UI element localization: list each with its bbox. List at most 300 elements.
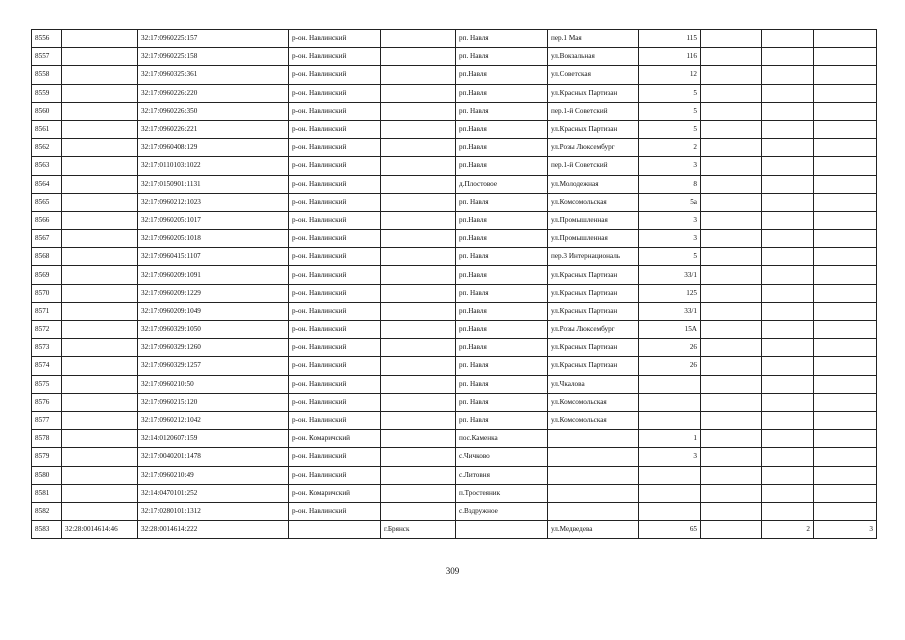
cell-city — [381, 302, 456, 320]
table-row — [32, 484, 877, 502]
table-row — [32, 175, 877, 193]
cell-building — [701, 30, 762, 48]
cell-block — [762, 120, 814, 138]
cell-street — [548, 466, 639, 484]
cell-apartment — [814, 48, 877, 66]
table-row — [32, 357, 877, 375]
cell-city — [381, 230, 456, 248]
cell-block — [762, 266, 814, 284]
cell-house: 2 — [639, 139, 701, 157]
cell-street: пер.3 Интернациональ — [548, 248, 639, 266]
cell-street: ул.Красных Партизан — [548, 302, 639, 320]
cell-settlement: рп.Навля — [456, 66, 548, 84]
cell-city — [381, 266, 456, 284]
cell-settlement: рп.Навля — [456, 266, 548, 284]
cell-district: р-он. Комаричский — [289, 430, 381, 448]
cell-apartment — [814, 248, 877, 266]
cell-cadastral-number: 32:17:0960226:350 — [138, 102, 289, 120]
cell-object-number — [62, 84, 138, 102]
cell-settlement: рп. Навля — [456, 102, 548, 120]
cell-street: пер.1-й Советский — [548, 157, 639, 175]
table-row — [32, 139, 877, 157]
cell-building — [701, 357, 762, 375]
cell-street: ул.Медведева — [548, 521, 639, 539]
cell-apartment — [814, 193, 877, 211]
cell-street — [548, 502, 639, 520]
cell-block — [762, 66, 814, 84]
cell-cadastral-number: 32:17:0960210:50 — [138, 375, 289, 393]
table-row — [32, 284, 877, 302]
cell-house: 5а — [639, 193, 701, 211]
cell-house: 26 — [639, 357, 701, 375]
cell-block — [762, 321, 814, 339]
cell-house: 5 — [639, 102, 701, 120]
cell-settlement: рп.Навля — [456, 339, 548, 357]
cell-apartment — [814, 448, 877, 466]
cell-district: р-он. Навлинский — [289, 139, 381, 157]
table-row — [32, 30, 877, 48]
cell-block — [762, 430, 814, 448]
table-row — [32, 230, 877, 248]
cell-object-number — [62, 466, 138, 484]
cell-house — [639, 484, 701, 502]
cell-cadastral-number: 32:17:0960226:221 — [138, 120, 289, 138]
cell-cadastral-number: 32:17:0040201:1478 — [138, 448, 289, 466]
cell-object-number — [62, 284, 138, 302]
cell-cadastral-number: 32:17:0960329:1050 — [138, 321, 289, 339]
cell-object-number — [62, 484, 138, 502]
cell-settlement: рп. Навля — [456, 30, 548, 48]
cell-street: ул.Красных Партизан — [548, 120, 639, 138]
cell-city: г.Брянск — [381, 521, 456, 539]
cell-district: р-он. Навлинский — [289, 175, 381, 193]
cell-settlement: рп.Навля — [456, 211, 548, 229]
cell-street: ул.Комсомольская — [548, 411, 639, 429]
cell-object-number — [62, 230, 138, 248]
cell-cadastral-number: 32:17:0960210:49 — [138, 466, 289, 484]
cell-building — [701, 448, 762, 466]
cell-cadastral-number: 32:17:0280101:1312 — [138, 502, 289, 520]
cell-settlement: рп.Навля — [456, 230, 548, 248]
cell-apartment — [814, 157, 877, 175]
table-row — [32, 120, 877, 138]
cell-row-index: 8577 — [32, 411, 62, 429]
cell-street: пер.1-й Советский — [548, 102, 639, 120]
cell-district: р-он. Навлинский — [289, 66, 381, 84]
cell-building — [701, 139, 762, 157]
cell-apartment — [814, 66, 877, 84]
cell-building — [701, 102, 762, 120]
cell-settlement: рп. Навля — [456, 375, 548, 393]
cell-street: ул.Промышленная — [548, 230, 639, 248]
cell-row-index: 8575 — [32, 375, 62, 393]
cell-cadastral-number: 32:14:0470101:252 — [138, 484, 289, 502]
cell-city — [381, 393, 456, 411]
cell-street: ул.Розы Люксембург — [548, 139, 639, 157]
cell-settlement: рп. Навля — [456, 248, 548, 266]
cell-building — [701, 266, 762, 284]
cell-building — [701, 211, 762, 229]
cell-building — [701, 375, 762, 393]
cell-house — [639, 502, 701, 520]
cell-settlement: рп.Навля — [456, 120, 548, 138]
cell-apartment — [814, 266, 877, 284]
cell-district: р-он. Навлинский — [289, 393, 381, 411]
cell-district: р-он. Навлинский — [289, 375, 381, 393]
cell-settlement: рп. Навля — [456, 393, 548, 411]
cell-object-number — [62, 411, 138, 429]
cell-apartment — [814, 502, 877, 520]
cell-block — [762, 448, 814, 466]
cell-row-index: 8568 — [32, 248, 62, 266]
cell-house: 15А — [639, 321, 701, 339]
cell-house: 5 — [639, 84, 701, 102]
cell-city — [381, 248, 456, 266]
cell-house — [639, 393, 701, 411]
cell-object-number — [62, 66, 138, 84]
table-body — [32, 30, 877, 539]
cell-city — [381, 84, 456, 102]
cell-district: р-он. Навлинский — [289, 448, 381, 466]
cell-house: 33/1 — [639, 266, 701, 284]
cell-cadastral-number: 32:17:0960209:1091 — [138, 266, 289, 284]
table-row — [32, 393, 877, 411]
cell-object-number — [62, 357, 138, 375]
cell-block — [762, 393, 814, 411]
cell-settlement: с.Чичково — [456, 448, 548, 466]
cell-house: 5 — [639, 248, 701, 266]
cell-building — [701, 48, 762, 66]
cell-apartment — [814, 230, 877, 248]
cell-street: ул.Вокзальная — [548, 48, 639, 66]
cell-district: р-он. Навлинский — [289, 302, 381, 320]
table-row — [32, 502, 877, 520]
cell-apartment — [814, 466, 877, 484]
table-row — [32, 321, 877, 339]
cell-apartment — [814, 175, 877, 193]
cell-city — [381, 157, 456, 175]
cell-district: р-он. Навлинский — [289, 102, 381, 120]
cell-apartment — [814, 430, 877, 448]
cell-settlement: рп. Навля — [456, 284, 548, 302]
cell-cadastral-number: 32:17:0960329:1260 — [138, 339, 289, 357]
table-row — [32, 248, 877, 266]
cell-cadastral-number: 32:17:0960415:1107 — [138, 248, 289, 266]
cell-object-number — [62, 248, 138, 266]
cell-city — [381, 411, 456, 429]
cell-apartment — [814, 339, 877, 357]
cell-block — [762, 102, 814, 120]
cell-house: 1 — [639, 430, 701, 448]
cell-street: ул.Чкалова — [548, 375, 639, 393]
cell-city — [381, 321, 456, 339]
cell-object-number — [62, 193, 138, 211]
cell-settlement — [456, 521, 548, 539]
cell-building — [701, 248, 762, 266]
cell-settlement: п.Тростеяник — [456, 484, 548, 502]
cell-cadastral-number: 32:17:0960408:129 — [138, 139, 289, 157]
cell-apartment — [814, 375, 877, 393]
cell-block — [762, 193, 814, 211]
cell-city — [381, 30, 456, 48]
cell-row-index: 8578 — [32, 430, 62, 448]
table-row — [32, 102, 877, 120]
cell-house: 3 — [639, 157, 701, 175]
cell-row-index: 8564 — [32, 175, 62, 193]
cell-object-number — [62, 211, 138, 229]
cell-building — [701, 466, 762, 484]
cell-house: 33/1 — [639, 302, 701, 320]
cell-block — [762, 139, 814, 157]
table-row — [32, 466, 877, 484]
cell-row-index: 8559 — [32, 84, 62, 102]
cell-object-number — [62, 157, 138, 175]
cell-district: р-он. Навлинский — [289, 230, 381, 248]
cell-building — [701, 84, 762, 102]
cell-street: ул.Молодежная — [548, 175, 639, 193]
cell-row-index: 8570 — [32, 284, 62, 302]
cell-building — [701, 230, 762, 248]
cell-building — [701, 430, 762, 448]
cell-block — [762, 175, 814, 193]
cell-block — [762, 248, 814, 266]
cell-settlement: с.Вздружное — [456, 502, 548, 520]
cell-block — [762, 339, 814, 357]
cell-object-number — [62, 302, 138, 320]
cell-settlement: с.Литовня — [456, 466, 548, 484]
cell-row-index: 8579 — [32, 448, 62, 466]
table-row — [32, 266, 877, 284]
cell-cadastral-number: 32:17:0960225:158 — [138, 48, 289, 66]
cell-row-index: 8563 — [32, 157, 62, 175]
cell-block — [762, 48, 814, 66]
cell-settlement: рп. Навля — [456, 411, 548, 429]
cell-apartment — [814, 484, 877, 502]
cell-house: 125 — [639, 284, 701, 302]
cell-cadastral-number: 32:17:0960209:1229 — [138, 284, 289, 302]
cell-row-index: 8580 — [32, 466, 62, 484]
cell-settlement: рп.Навля — [456, 139, 548, 157]
cell-house: 3 — [639, 211, 701, 229]
table-row — [32, 302, 877, 320]
cell-row-index: 8562 — [32, 139, 62, 157]
cell-city — [381, 375, 456, 393]
cell-city — [381, 502, 456, 520]
cell-settlement: рп.Навля — [456, 302, 548, 320]
table-row — [32, 375, 877, 393]
cell-cadastral-number: 32:17:0960325:361 — [138, 66, 289, 84]
cell-building — [701, 66, 762, 84]
cell-street: ул.Красных Партизан — [548, 266, 639, 284]
cell-cadastral-number: 32:17:0960226:220 — [138, 84, 289, 102]
cell-district: р-он. Навлинский — [289, 48, 381, 66]
cell-apartment: 3 — [814, 521, 877, 539]
table-row — [32, 430, 877, 448]
cell-district: р-он. Навлинский — [289, 357, 381, 375]
cell-block — [762, 375, 814, 393]
cell-block — [762, 484, 814, 502]
cell-settlement: д.Плостовое — [456, 175, 548, 193]
cell-street: ул.Красных Партизан — [548, 357, 639, 375]
cell-apartment — [814, 321, 877, 339]
cell-settlement: рп.Навля — [456, 321, 548, 339]
cell-object-number — [62, 102, 138, 120]
cell-city — [381, 484, 456, 502]
cell-building — [701, 484, 762, 502]
cell-house — [639, 466, 701, 484]
cell-building — [701, 284, 762, 302]
cell-row-index: 8582 — [32, 502, 62, 520]
cell-city — [381, 193, 456, 211]
cell-apartment — [814, 393, 877, 411]
cell-apartment — [814, 139, 877, 157]
cell-city — [381, 211, 456, 229]
cell-district: р-он. Навлинский — [289, 84, 381, 102]
cell-district: р-он. Комаричский — [289, 484, 381, 502]
cell-building — [701, 339, 762, 357]
table-row — [32, 448, 877, 466]
cell-settlement: рп. Навля — [456, 357, 548, 375]
cell-row-index: 8572 — [32, 321, 62, 339]
cell-city — [381, 430, 456, 448]
cell-city — [381, 48, 456, 66]
cell-row-index: 8573 — [32, 339, 62, 357]
cell-street: ул.Красных Партизан — [548, 84, 639, 102]
page-number: 309 — [445, 566, 460, 576]
cell-block — [762, 411, 814, 429]
cell-object-number — [62, 375, 138, 393]
cell-cadastral-number: 32:17:0960212:1042 — [138, 411, 289, 429]
cell-house: 26 — [639, 339, 701, 357]
cell-street — [548, 484, 639, 502]
cell-cadastral-number: 32:17:0960205:1018 — [138, 230, 289, 248]
cell-object-number — [62, 139, 138, 157]
cell-block — [762, 211, 814, 229]
cell-apartment — [814, 211, 877, 229]
cell-row-index: 8561 — [32, 120, 62, 138]
cell-apartment — [814, 30, 877, 48]
table-row — [32, 411, 877, 429]
cell-building — [701, 175, 762, 193]
cell-house: 3 — [639, 230, 701, 248]
cell-block — [762, 284, 814, 302]
table-row — [32, 84, 877, 102]
table-row — [32, 521, 877, 539]
cell-house: 8 — [639, 175, 701, 193]
cell-building — [701, 120, 762, 138]
cell-settlement: рп.Навля — [456, 84, 548, 102]
cell-street: ул.Советская — [548, 66, 639, 84]
cell-city — [381, 175, 456, 193]
cell-city — [381, 120, 456, 138]
cell-street: ул.Комсомольская — [548, 393, 639, 411]
cell-city — [381, 102, 456, 120]
table-row — [32, 48, 877, 66]
cell-row-index: 8565 — [32, 193, 62, 211]
table-row — [32, 211, 877, 229]
cell-house: 3 — [639, 448, 701, 466]
cell-district: р-он. Навлинский — [289, 266, 381, 284]
cell-row-index: 8569 — [32, 266, 62, 284]
cell-house: 115 — [639, 30, 701, 48]
cell-street: ул.Промышленная — [548, 211, 639, 229]
cell-building — [701, 521, 762, 539]
cell-cadastral-number: 32:17:0960225:157 — [138, 30, 289, 48]
cell-city — [381, 357, 456, 375]
cell-row-index: 8566 — [32, 211, 62, 229]
table-row — [32, 157, 877, 175]
cell-house: 5 — [639, 120, 701, 138]
cell-city — [381, 284, 456, 302]
cell-district: р-он. Навлинский — [289, 193, 381, 211]
cell-district: р-он. Навлинский — [289, 248, 381, 266]
cell-apartment — [814, 284, 877, 302]
cell-district — [289, 521, 381, 539]
cell-object-number — [62, 339, 138, 357]
cell-apartment — [814, 357, 877, 375]
cell-house: 65 — [639, 521, 701, 539]
cell-cadastral-number: 32:17:0150901:1131 — [138, 175, 289, 193]
cell-house — [639, 411, 701, 429]
cell-district: р-он. Навлинский — [289, 284, 381, 302]
cell-house — [639, 375, 701, 393]
cell-object-number — [62, 448, 138, 466]
cell-district: р-он. Навлинский — [289, 502, 381, 520]
cell-object-number — [62, 175, 138, 193]
cell-block — [762, 502, 814, 520]
cell-district: р-он. Навлинский — [289, 466, 381, 484]
cell-cadastral-number: 32:17:0960209:1049 — [138, 302, 289, 320]
cell-building — [701, 411, 762, 429]
cell-city — [381, 139, 456, 157]
cell-city — [381, 66, 456, 84]
table-row — [32, 339, 877, 357]
cell-street — [548, 448, 639, 466]
cell-row-index: 8574 — [32, 357, 62, 375]
cell-object-number — [62, 266, 138, 284]
cell-apartment — [814, 102, 877, 120]
cell-block: 2 — [762, 521, 814, 539]
cell-block — [762, 157, 814, 175]
cell-district: р-он. Навлинский — [289, 157, 381, 175]
cell-street: ул.Красных Партизан — [548, 284, 639, 302]
cell-district: р-он. Навлинский — [289, 30, 381, 48]
cell-row-index: 8557 — [32, 48, 62, 66]
cell-building — [701, 302, 762, 320]
cell-row-index: 8583 — [32, 521, 62, 539]
cell-cadastral-number: 32:17:0110103:1022 — [138, 157, 289, 175]
cell-object-number — [62, 120, 138, 138]
cell-settlement: рп.Навля — [456, 157, 548, 175]
cell-street: ул.Комсомольская — [548, 193, 639, 211]
cell-building — [701, 157, 762, 175]
cell-cadastral-number: 32:17:0960329:1257 — [138, 357, 289, 375]
cell-row-index: 8560 — [32, 102, 62, 120]
cell-block — [762, 230, 814, 248]
cell-block — [762, 84, 814, 102]
cell-block — [762, 466, 814, 484]
cell-row-index: 8581 — [32, 484, 62, 502]
cell-cadastral-number: 32:28:0014614:222 — [138, 521, 289, 539]
cell-settlement: рп. Навля — [456, 48, 548, 66]
cell-district: р-он. Навлинский — [289, 120, 381, 138]
cell-object-number — [62, 502, 138, 520]
cell-settlement: рп. Навля — [456, 193, 548, 211]
cell-cadastral-number: 32:17:0960215:120 — [138, 393, 289, 411]
cell-settlement: пос.Каменка — [456, 430, 548, 448]
cell-district: р-он. Навлинский — [289, 411, 381, 429]
cell-block — [762, 302, 814, 320]
